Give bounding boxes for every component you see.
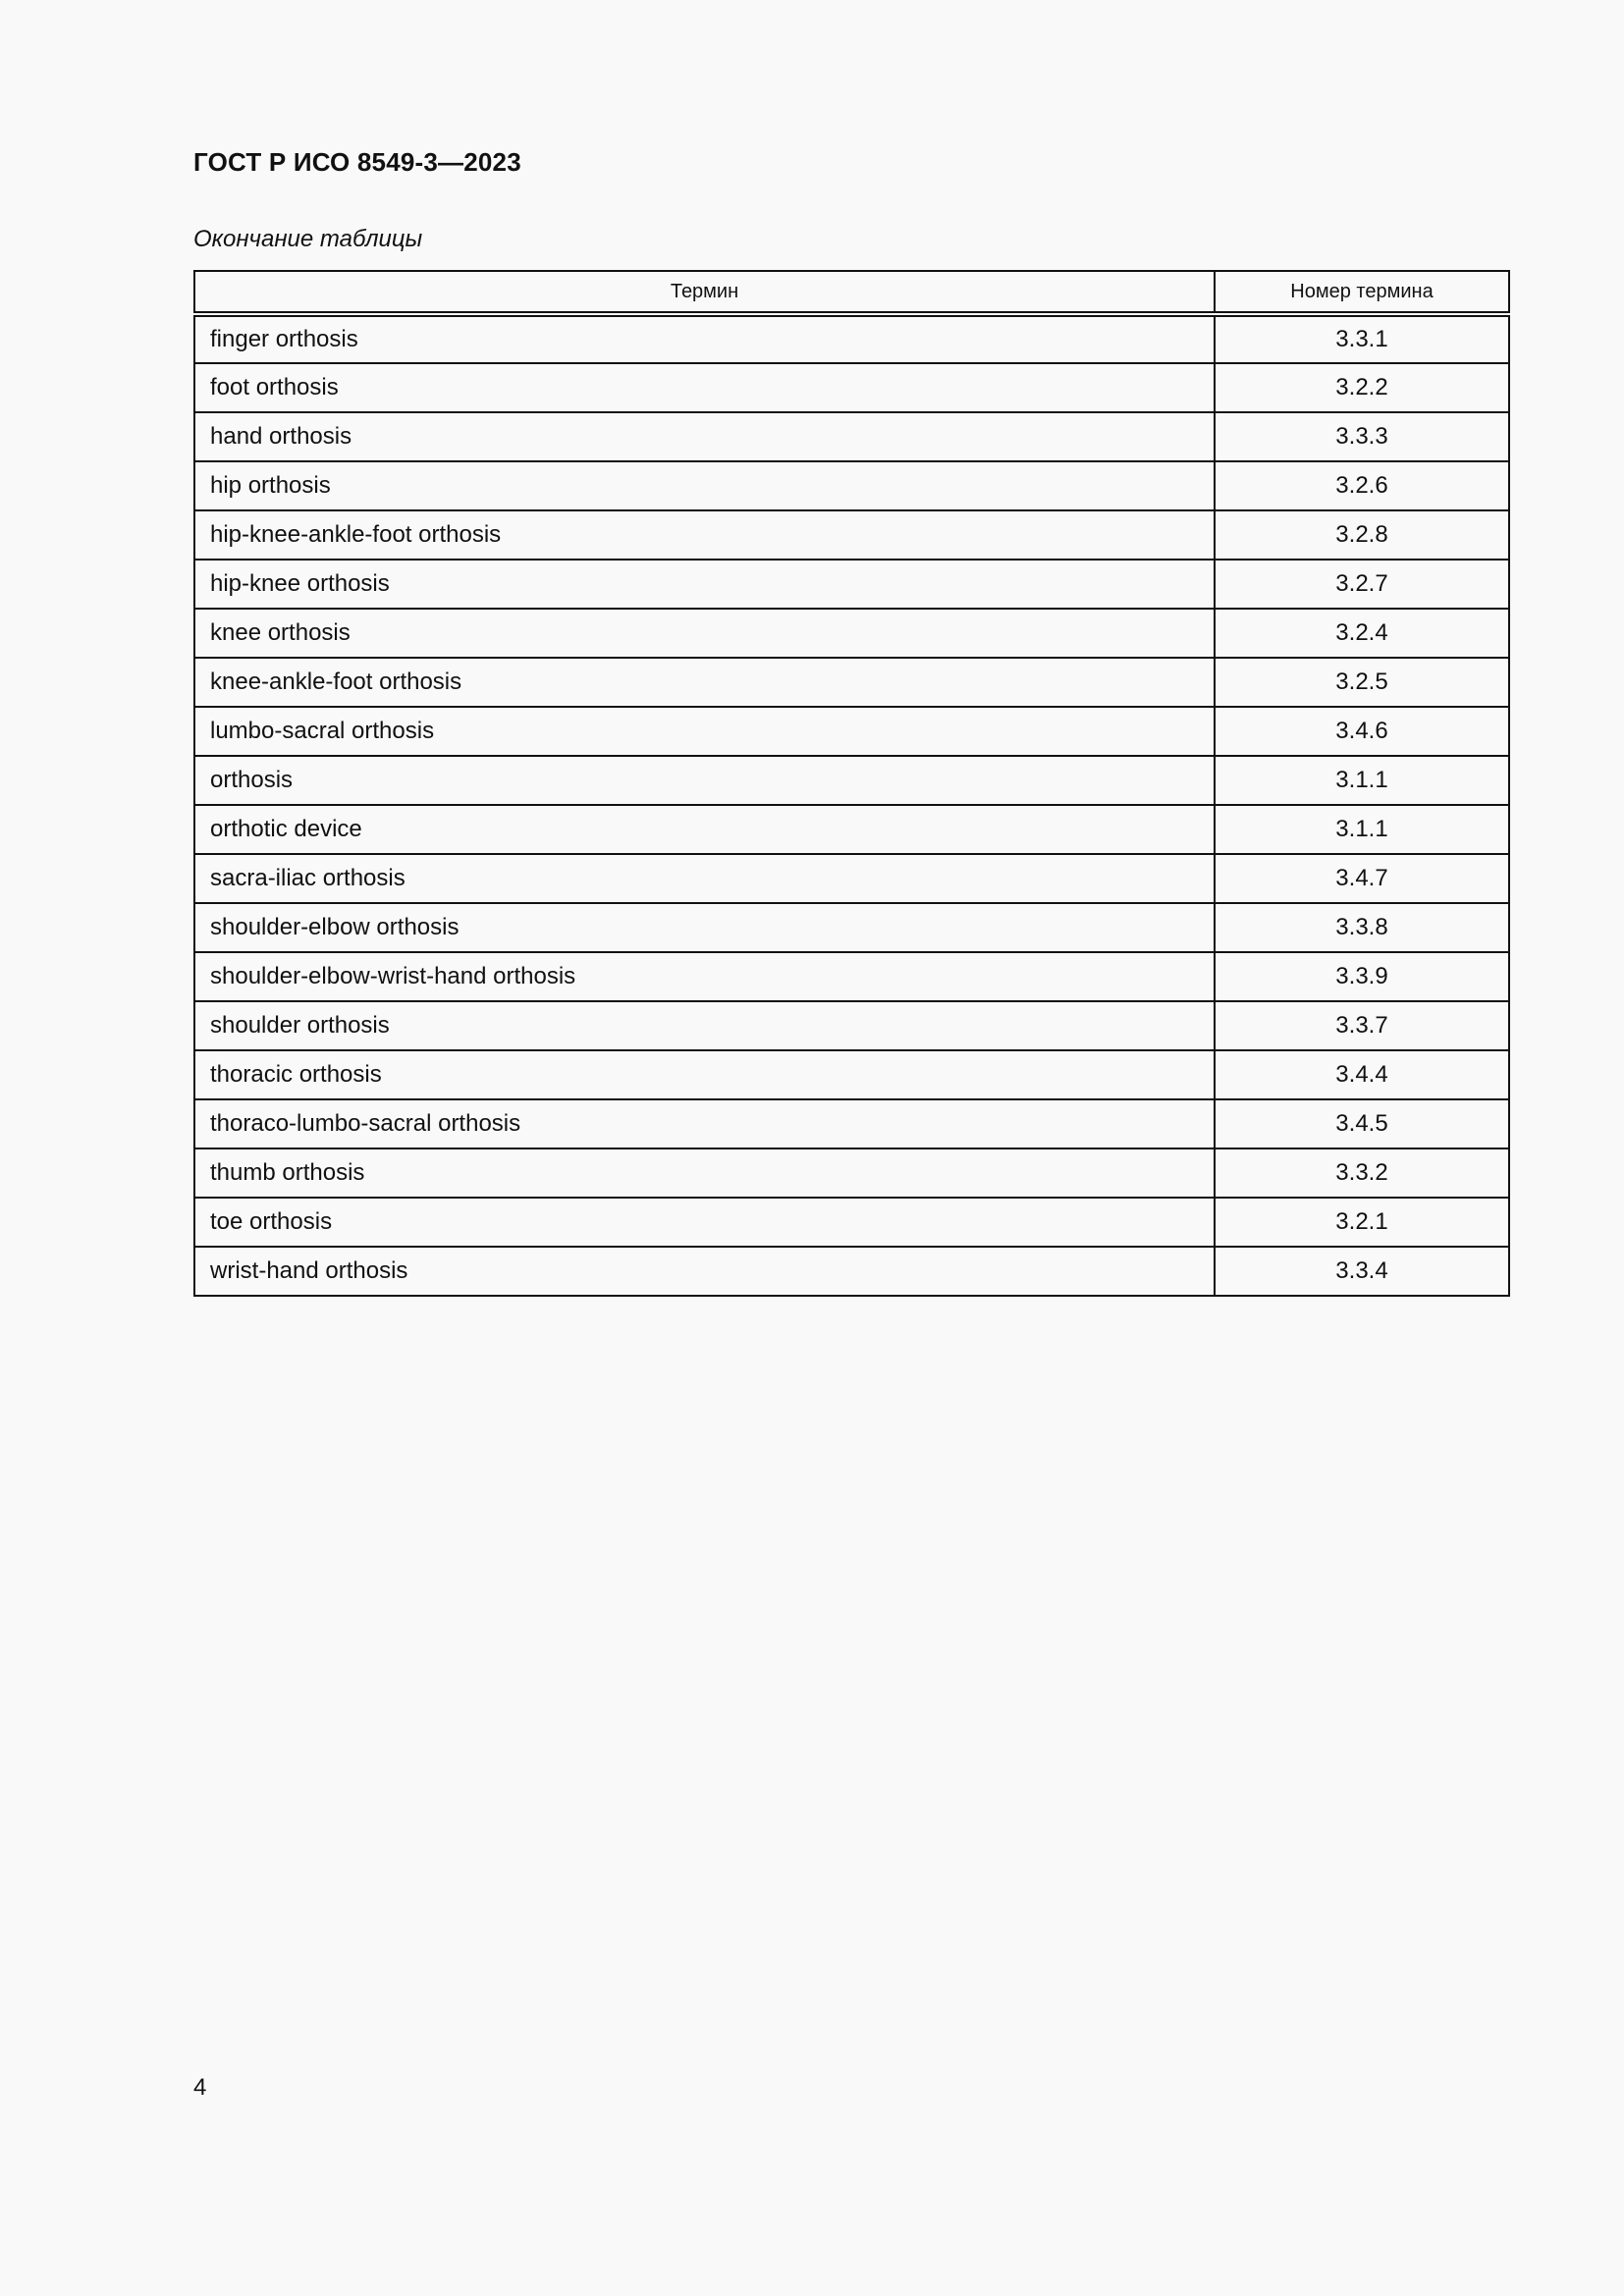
term-number-cell: 3.3.3 — [1215, 412, 1509, 461]
term-number-cell: 3.2.6 — [1215, 461, 1509, 510]
term-cell: hip-knee-ankle-foot orthosis — [194, 510, 1215, 560]
table-row — [194, 412, 1509, 461]
table-row — [194, 363, 1509, 412]
table-row — [194, 1099, 1509, 1148]
term-cell: shoulder orthosis — [194, 1001, 1215, 1050]
table-row — [194, 805, 1509, 854]
term-cell: finger orthosis — [194, 314, 1215, 363]
table-row — [194, 314, 1509, 363]
term-cell: thumb orthosis — [194, 1148, 1215, 1198]
term-number-cell: 3.4.5 — [1215, 1099, 1509, 1148]
term-cell: knee-ankle-foot orthosis — [194, 658, 1215, 707]
term-number-cell: 3.1.1 — [1215, 756, 1509, 805]
table-row — [194, 756, 1509, 805]
term-cell: shoulder-elbow-wrist-hand orthosis — [194, 952, 1215, 1001]
term-number-cell: 3.4.6 — [1215, 707, 1509, 756]
term-number-cell: 3.4.7 — [1215, 854, 1509, 903]
term-cell: orthotic device — [194, 805, 1215, 854]
table-row — [194, 854, 1509, 903]
term-cell: hand orthosis — [194, 412, 1215, 461]
document-code: ГОСТ Р ИСО 8549-3—2023 — [193, 147, 521, 177]
terms-table — [193, 270, 1510, 1297]
term-number-cell: 3.3.7 — [1215, 1001, 1509, 1050]
term-number-cell: 3.2.4 — [1215, 609, 1509, 658]
term-cell: wrist-hand orthosis — [194, 1247, 1215, 1296]
term-cell: knee orthosis — [194, 609, 1215, 658]
term-number-cell: 3.1.1 — [1215, 805, 1509, 854]
table-row — [194, 560, 1509, 609]
term-number-cell: 3.3.2 — [1215, 1148, 1509, 1198]
table-row — [194, 707, 1509, 756]
term-cell: shoulder-elbow orthosis — [194, 903, 1215, 952]
term-cell: sacra-iliac orthosis — [194, 854, 1215, 903]
term-cell: hip-knee orthosis — [194, 560, 1215, 609]
table-row — [194, 1050, 1509, 1099]
table-row — [194, 1247, 1509, 1296]
term-cell: lumbo-sacral orthosis — [194, 707, 1215, 756]
table-caption: Окончание таблицы — [193, 226, 423, 252]
table-row — [194, 1001, 1509, 1050]
term-cell: thoracic orthosis — [194, 1050, 1215, 1099]
term-number-cell: 3.2.7 — [1215, 560, 1509, 609]
term-number-cell: 3.4.4 — [1215, 1050, 1509, 1099]
table-row — [194, 461, 1509, 510]
term-number-cell: 3.2.2 — [1215, 363, 1509, 412]
table-row — [194, 1198, 1509, 1247]
term-number-cell: 3.3.1 — [1215, 314, 1509, 363]
term-cell: foot orthosis — [194, 363, 1215, 412]
term-number-cell: 3.2.8 — [1215, 510, 1509, 560]
page-number: 4 — [193, 2074, 207, 2101]
column-header-number: Номер термина — [1215, 271, 1509, 314]
term-number-cell: 3.3.8 — [1215, 903, 1509, 952]
term-cell: orthosis — [194, 756, 1215, 805]
table-row — [194, 510, 1509, 560]
term-number-cell: 3.3.9 — [1215, 952, 1509, 1001]
term-cell: thoraco-lumbo-sacral orthosis — [194, 1099, 1215, 1148]
term-number-cell: 3.2.1 — [1215, 1198, 1509, 1247]
table-row — [194, 1148, 1509, 1198]
table-row — [194, 658, 1509, 707]
term-number-cell: 3.3.4 — [1215, 1247, 1509, 1296]
term-cell: toe orthosis — [194, 1198, 1215, 1247]
column-header-term: Термин — [194, 271, 1215, 314]
term-cell: hip orthosis — [194, 461, 1215, 510]
term-number-cell: 3.2.5 — [1215, 658, 1509, 707]
table-header-row — [194, 271, 1509, 314]
table-row — [194, 903, 1509, 952]
table-row — [194, 609, 1509, 658]
table-row — [194, 952, 1509, 1001]
